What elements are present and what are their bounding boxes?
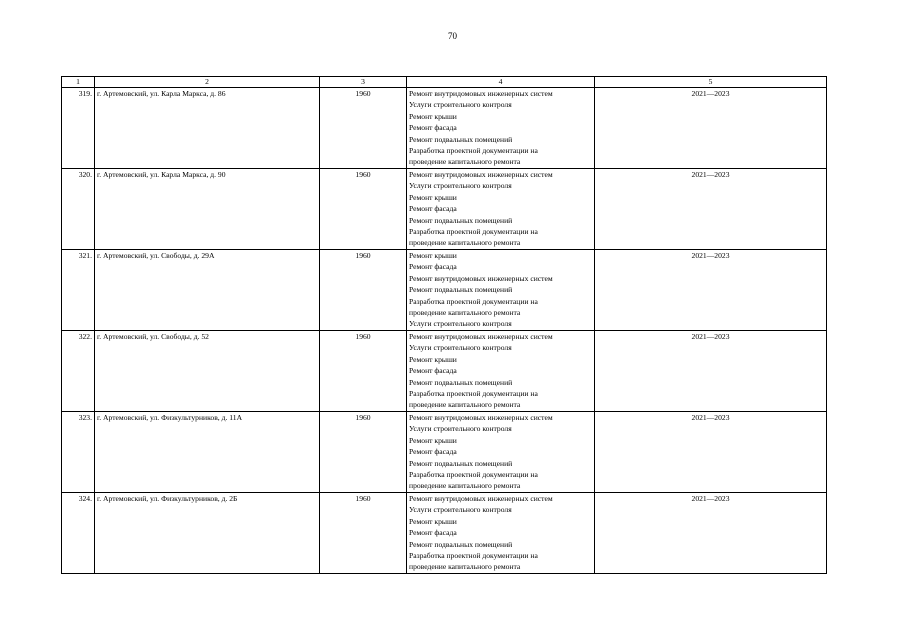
repair-works-list bbox=[407, 493, 595, 574]
table-body bbox=[62, 88, 827, 574]
table-header bbox=[62, 77, 827, 88]
row-number: 319. bbox=[62, 88, 95, 169]
repair-work-item: проведение капитального ремонта bbox=[409, 308, 521, 318]
repair-work-item: Ремонт крыши bbox=[409, 192, 457, 202]
header-col-1: 1 bbox=[62, 77, 95, 88]
repair-period: 2021—2023 bbox=[595, 250, 827, 331]
repair-work-item: Разработка проектной документации на bbox=[409, 551, 538, 561]
header-col-4: 4 bbox=[407, 77, 595, 88]
table-row bbox=[62, 169, 827, 250]
building-address: г. Артемовский, ул. Карла Маркса, д. 90 bbox=[95, 169, 320, 250]
repair-work-item: Разработка проектной документации на bbox=[409, 389, 538, 399]
repair-work-item: Ремонт внутридомовых инженерных систем bbox=[409, 170, 553, 179]
repair-work-item: Ремонт внутридомовых инженерных систем bbox=[409, 89, 553, 98]
row-number: 320. bbox=[62, 169, 95, 250]
repair-work-item: Ремонт фасада bbox=[409, 123, 457, 133]
building-address: г. Артемовский, ул. Свободы, д. 52 bbox=[95, 331, 320, 412]
repair-work-item: проведение капитального ремонта bbox=[409, 157, 521, 167]
repair-work-item: Разработка проектной документации на bbox=[409, 296, 538, 306]
table-row bbox=[62, 88, 827, 169]
repair-work-item: Ремонт внутридомовых инженерных систем bbox=[409, 494, 553, 503]
construction-year: 1960 bbox=[320, 250, 407, 331]
row-number: 324. bbox=[62, 493, 95, 574]
repair-work-item: проведение капитального ремонта bbox=[409, 400, 521, 410]
repair-work-item: Разработка проектной документации на bbox=[409, 146, 538, 156]
repair-work-item: Ремонт фасада bbox=[409, 204, 457, 214]
repair-period: 2021—2023 bbox=[595, 169, 827, 250]
construction-year: 1960 bbox=[320, 331, 407, 412]
repair-works-list bbox=[407, 250, 595, 331]
table-row bbox=[62, 331, 827, 412]
repair-work-item: Ремонт подвальных помещений bbox=[409, 377, 513, 387]
repair-work-item: Ремонт подвальных помещений bbox=[409, 285, 513, 295]
repair-work-item: Ремонт крыши bbox=[409, 354, 457, 364]
repair-work-item: Ремонт фасада bbox=[409, 528, 457, 538]
repair-works-list bbox=[407, 169, 595, 250]
repair-period: 2021—2023 bbox=[595, 493, 827, 574]
repair-work-item: Ремонт фасада bbox=[409, 262, 457, 272]
building-address: г. Артемовский, ул. Свободы, д. 29А bbox=[95, 250, 320, 331]
repair-work-item: Ремонт крыши bbox=[409, 111, 457, 121]
construction-year: 1960 bbox=[320, 169, 407, 250]
row-number: 321. bbox=[62, 250, 95, 331]
repair-period: 2021—2023 bbox=[595, 412, 827, 493]
construction-year: 1960 bbox=[320, 88, 407, 169]
header-col-5: 5 bbox=[595, 77, 827, 88]
repair-work-item: Ремонт подвальных помещений bbox=[409, 134, 513, 144]
repair-work-item: проведение капитального ремонта bbox=[409, 238, 521, 248]
repair-work-item: Ремонт подвальных помещений bbox=[409, 539, 513, 549]
repair-work-item: Услуги строительного контроля bbox=[409, 319, 512, 329]
building-address: г. Артемовский, ул. Физкультурников, д. 11А bbox=[95, 412, 320, 493]
row-number: 323. bbox=[62, 412, 95, 493]
repair-work-item: Услуги строительного контроля bbox=[409, 343, 512, 353]
table-row bbox=[62, 412, 827, 493]
repair-work-item: Услуги строительного контроля bbox=[409, 100, 512, 110]
repair-work-item: Ремонт внутридомовых инженерных систем bbox=[409, 413, 553, 422]
repair-work-item: Разработка проектной документации на bbox=[409, 227, 538, 237]
repair-work-item: Услуги строительного контроля bbox=[409, 505, 512, 515]
repair-work-item: Ремонт фасада bbox=[409, 366, 457, 376]
repair-work-item: Ремонт крыши bbox=[409, 251, 457, 260]
building-address: г. Артемовский, ул. Карла Маркса, д. 86 bbox=[95, 88, 320, 169]
capital-repair-table bbox=[61, 76, 827, 574]
table-row bbox=[62, 250, 827, 331]
building-address: г. Артемовский, ул. Физкультурников, д. 2Б bbox=[95, 493, 320, 574]
repair-work-item: Ремонт внутридомовых инженерных систем bbox=[409, 332, 553, 341]
repair-period: 2021—2023 bbox=[595, 331, 827, 412]
repair-work-item: Ремонт внутридомовых инженерных систем bbox=[409, 273, 553, 283]
page-number: 70 bbox=[448, 31, 457, 41]
repair-work-item: Услуги строительного контроля bbox=[409, 181, 512, 191]
repair-work-item: Разработка проектной документации на bbox=[409, 470, 538, 480]
repair-work-item: Услуги строительного контроля bbox=[409, 424, 512, 434]
repair-work-item: Ремонт крыши bbox=[409, 516, 457, 526]
repair-works-list bbox=[407, 412, 595, 493]
repair-work-item: Ремонт крыши bbox=[409, 435, 457, 445]
repair-work-item: проведение капитального ремонта bbox=[409, 481, 521, 491]
construction-year: 1960 bbox=[320, 412, 407, 493]
repair-works-list bbox=[407, 88, 595, 169]
header-col-2: 2 bbox=[95, 77, 320, 88]
repair-work-item: Ремонт подвальных помещений bbox=[409, 458, 513, 468]
repair-work-item: Ремонт фасада bbox=[409, 447, 457, 457]
repair-work-item: проведение капитального ремонта bbox=[409, 562, 521, 572]
table-row bbox=[62, 493, 827, 574]
repair-works-list bbox=[407, 331, 595, 412]
repair-work-item: Ремонт подвальных помещений bbox=[409, 215, 513, 225]
header-col-3: 3 bbox=[320, 77, 407, 88]
construction-year: 1960 bbox=[320, 493, 407, 574]
header-row bbox=[62, 77, 827, 88]
row-number: 322. bbox=[62, 331, 95, 412]
repair-period: 2021—2023 bbox=[595, 88, 827, 169]
